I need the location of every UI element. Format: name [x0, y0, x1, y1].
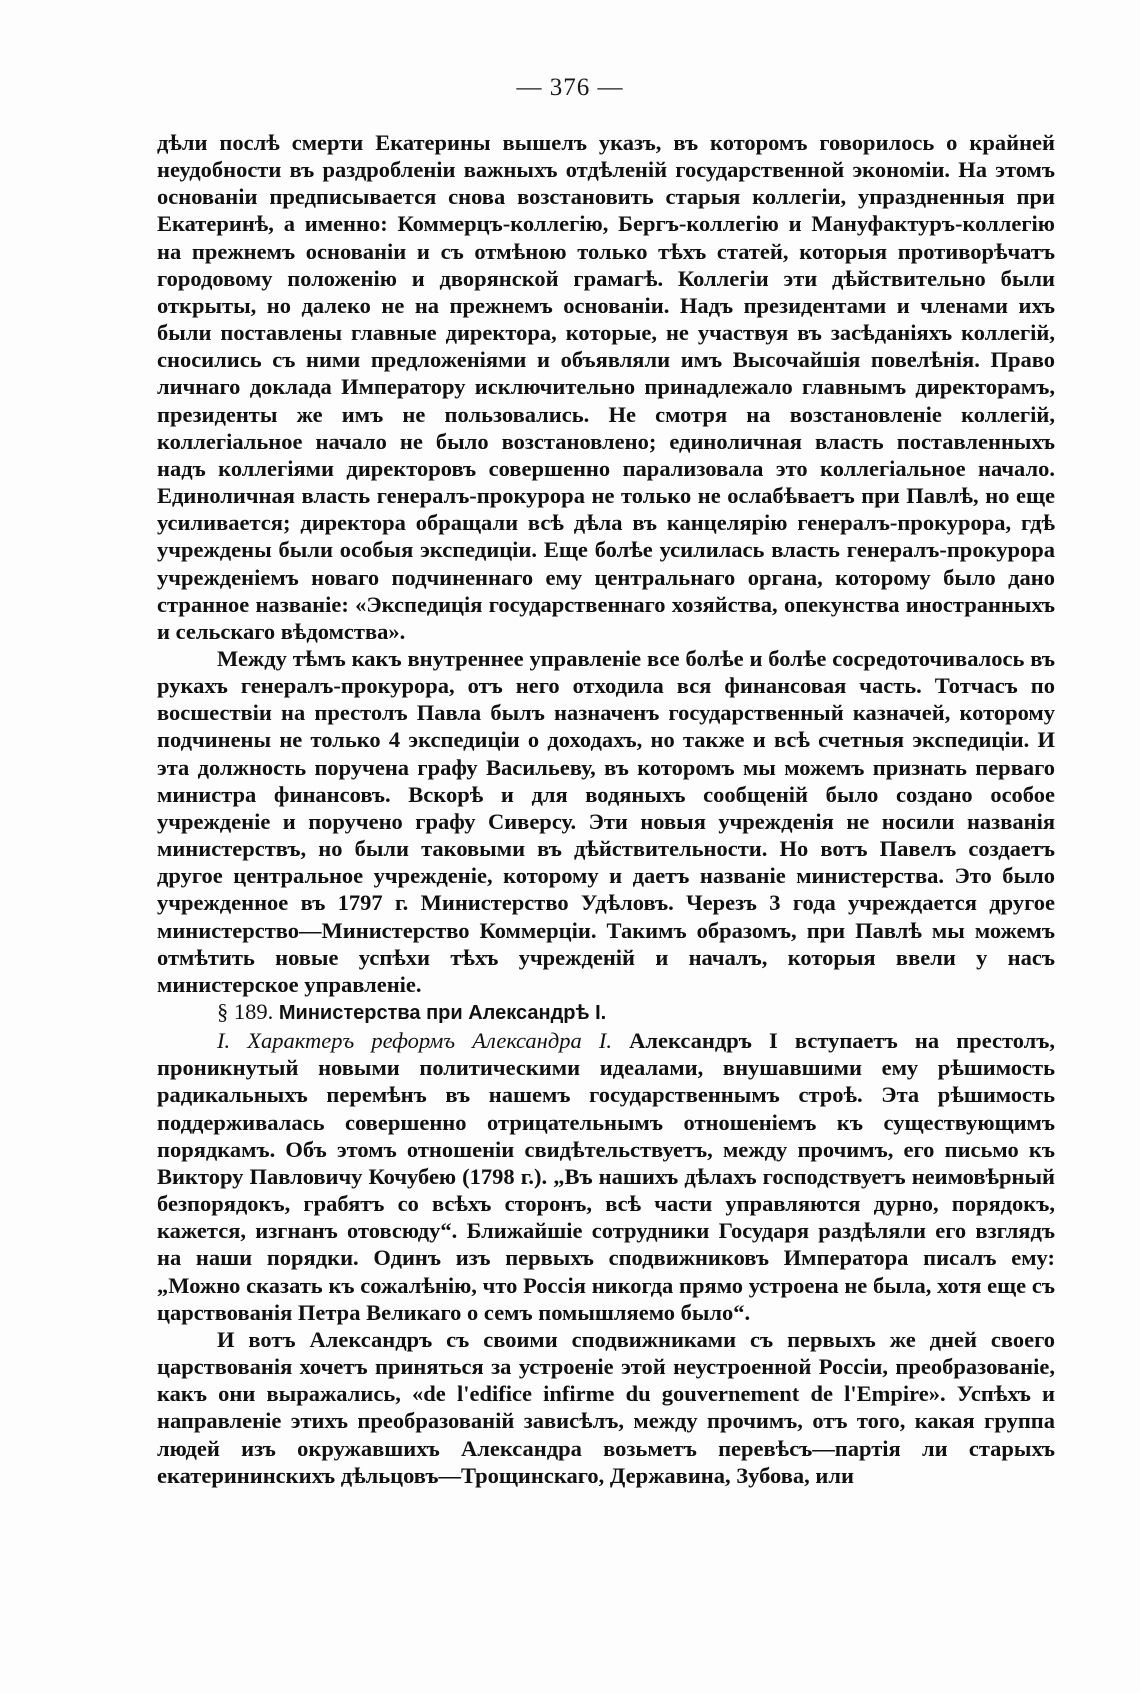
- paragraph-1: дѣли послѣ смерти Екатерины вышелъ указъ, въ которомъ говорилось о крайней неудобности въ раздробленіи важныхъ отдѣленій государственной экономіи. На этомъ основаніи предписывается снова возстановить старыя коллегіи, упраздненныя при Екатеринѣ, а именно: Коммерцъ-коллегію, Бергъ-коллегію и Мануфактуръ-коллегію на прежнемъ основаніи и съ отмѣною только тѣхъ статей, которыя противорѣчатъ городовому положенію и дворянской грамагѣ. Коллегіи эти дѣйствительно были открыты, но далеко не на прежнемъ основаніи. Надъ президентами и членами ихъ были поставлены главные директора, которые, не участвуя въ засѣданіяхъ коллегій, сносились съ ними предложеніями и объявляли имъ Высочайшія повелѣнія. Право личнаго доклада Императору исключительно принадлежало главнымъ директорамъ, президенты же имъ не пользовались. Не смотря на возстановленіе коллегій, коллегіальное начало не было возстановлено; единоличная власть поставленныхъ надъ коллегіями директоровъ совершенно парализовала это коллегіальное начало. Единоличная власть генералъ-прокурора не только не ослабѣваетъ при Павлѣ, но еще усиливается; директора обращали всѣ дѣла въ канцелярію генералъ-прокурора, гдѣ учреждены были особыя экспедиціи. Еще болѣе усилилась власть генералъ-прокурора учрежденіемъ новаго подчиненнаго ему центральнаго органа, которому было дано странное названіе: «Экспедиція государственнаго хозяйства, опекунства иностранныхъ и сельскаго вѣдомства».: [157, 130, 1055, 644]
- body-text: [157, 129, 1055, 1489]
- page-number: — 376 —: [516, 74, 624, 101]
- paragraph-3: [157, 1027, 1055, 1326]
- paragraph-2: Между тѣмъ какъ внутреннее управленіе все болѣе и болѣе сосредоточивалось въ рукахъ генералъ-прокурора, отъ него отходила вся финансовая часть. Тотчасъ по восшествіи на престолъ Павла былъ назначенъ государственный казначей, которому подчинены не только 4 экспедиціи о доходахъ, но также и всѣ счетныя экспедиціи. И эта должность поручена графу Васильеву, въ которомъ мы можемъ признать перваго министра финансовъ. Вскорѣ и для водяныхъ сообщеній было создано особое учрежденіе и поручено графу Сиверсу. Эти новыя учрежденія не носили названія министерствъ, но были таковыми въ дѣйствительности. Но вотъ Павелъ создаетъ другое центральное учрежденіе, которому и даетъ названіе министерства. Это было учрежденное въ 1797 г. Министерство Удѣловъ. Черезъ 3 года учреждается другое министерство—Министерство Коммерціи. Такимъ образомъ, при Павлѣ мы можемъ отмѣтить новые успѣхи тѣхъ учрежденій и началъ, которыя ввели у насъ министерское управленіе.: [157, 645, 1055, 997]
- section-heading: [157, 998, 1055, 1027]
- paragraph-3-lead-number: I.: [217, 1028, 231, 1054]
- paragraph-3-text: Александръ I вступаетъ на престолъ, проникнутый новыми политическими идеалами, внушавшими ему рѣшимость радикальныхъ перемѣнъ въ нашемъ государственнымъ строѣ. Эта рѣшимость поддерживалась совершенно отрицательнымъ отношеніемъ къ существующимъ порядкамъ. Объ этомъ отношеніи свидѣтельствуетъ, между прочимъ, его письмо къ Виктору Павловичу Кочубею (1798 г.). „Въ нашихъ дѣлахъ господствуетъ неимовѣрный безпорядокъ, грабятъ со всѣхъ сторонъ, всѣ части управляются дурно, порядокъ, кажется, изгнанъ отовсюду“. Ближайшіе сотрудники Государя раздѣляли его взглядъ на наши порядки. Одинъ изъ первыхъ сподвижниковъ Императора писалъ ему: „Можно сказать къ сожалѣнію, что Россія никогда прямо устроена не была, хотя еще съ царствованія Петра Великаго о семъ помышляемо было“.: [157, 1028, 1056, 1325]
- paragraph-3-lead-title: Характеръ реформъ Александра I.: [247, 1028, 612, 1054]
- paragraph-4: И вотъ Александръ съ своими сподвижниками съ первыхъ же дней своего царствованія хочетъ приняться за устроеніе этой неустроенной Россіи, преобразованіе, какъ они выражались, «de l'edifice infirme du gouvernement de l'Empire». Успѣхъ и направленіе этихъ преобразованій зависѣлъ, между прочимъ, отъ того, какая группа людей изъ окружавшихъ Александра возьметъ перевѣсъ—партія ли старыхъ екатерининскихъ дѣльцовъ—Трощинскаго, Державина, Зубова, или: [157, 1326, 1055, 1488]
- section-sign: § 189.: [217, 999, 274, 1024]
- section-title: Министерства при Александрѣ I.: [278, 1002, 607, 1024]
